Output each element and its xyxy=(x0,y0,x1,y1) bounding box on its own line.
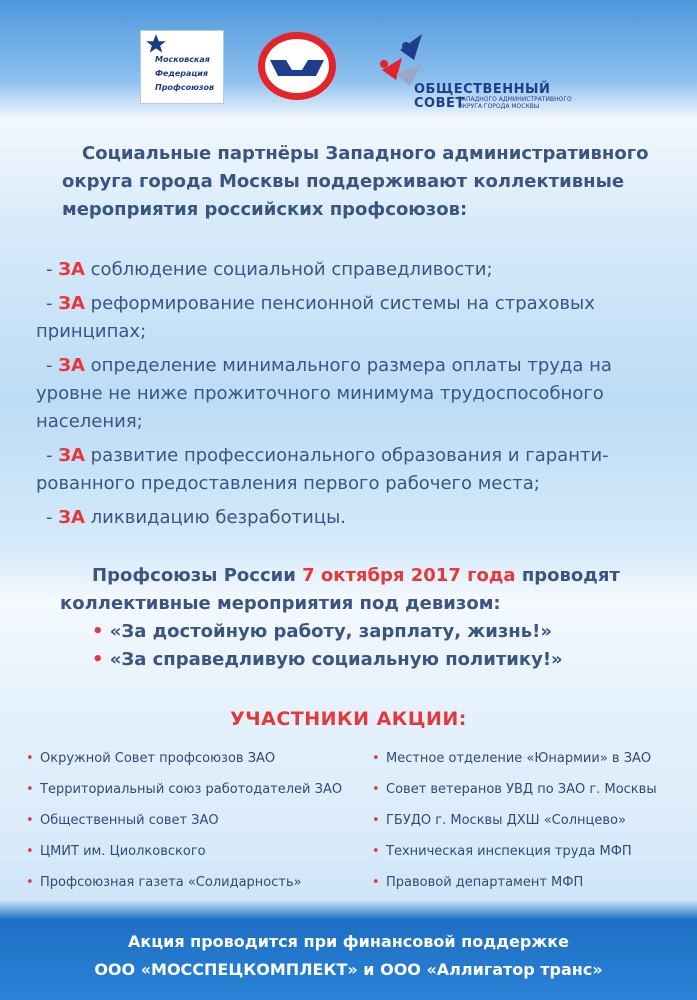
action-date: 7 октября 2017 года xyxy=(302,565,516,586)
footer-line-2: ООО «МОССПЕЦКОМПЛЕКТ» и ООО «Аллигатор транс» xyxy=(94,960,603,979)
participant-text: Техническая инспекция труда МФП xyxy=(386,844,632,859)
demand-dash: - xyxy=(46,445,59,466)
slogan-bullet: • xyxy=(92,621,104,642)
council-word-sovet: СОВЕТ xyxy=(414,96,465,111)
council-figures-icon xyxy=(374,30,434,90)
council-subtitle: ЗАПАДНОГО АДМИНИСТРАТИВНОГО ОКРУГА ГОРОДА МОСКВЫ xyxy=(458,96,572,110)
participant-item xyxy=(372,779,692,801)
participant-bullet: • xyxy=(372,751,380,766)
participant-item xyxy=(26,810,366,832)
demand-text: определение минимального размера оплаты труда на уровне не ниже прожиточного минимума трудоспособного населения; xyxy=(36,355,612,432)
participant-bullet: • xyxy=(26,751,34,766)
participant-text: Правовой департамент МФП xyxy=(386,875,584,890)
participants-list-left xyxy=(26,748,366,903)
mfp-logo-line-2: Федерация xyxy=(155,69,209,78)
demand-dash: - xyxy=(46,259,59,280)
public-council-logo xyxy=(374,30,594,114)
demand-dash: - xyxy=(46,507,59,528)
demand-text: реформирование пенсионной системы на страховых принципах; xyxy=(36,293,595,342)
participant-text: Совет ветеранов УВД по ЗАО г. Москвы xyxy=(386,782,657,797)
action-post: проводят xyxy=(515,565,620,586)
participant-bullet: • xyxy=(26,782,34,797)
participant-text: Территориальный союз работодателей ЗАО xyxy=(40,782,343,797)
participant-item xyxy=(372,841,692,863)
participant-text: Общественный совет ЗАО xyxy=(40,813,219,828)
demand-za: ЗА xyxy=(58,445,85,466)
action-line-1 xyxy=(60,562,680,590)
logo-bar xyxy=(0,0,697,124)
slogan-bullet: • xyxy=(92,649,104,670)
participants-title: УЧАСТНИКИ АКЦИИ: xyxy=(230,708,467,730)
demand-dash: - xyxy=(46,355,59,376)
participant-item xyxy=(372,872,692,894)
action-pre: Профсоюзы России xyxy=(92,565,303,586)
demand-item xyxy=(36,504,656,532)
participant-text: ГБУДО г. Москвы ДХШ «Солнцево» xyxy=(386,813,626,828)
footer-banner xyxy=(0,920,697,1000)
slogan-text: «За достойную работу, зарплату, жизнь!» xyxy=(109,621,552,642)
mfp-logo xyxy=(140,30,224,104)
participant-item xyxy=(26,841,366,863)
participant-text: Профсоюзная газета «Солидарность» xyxy=(40,875,302,890)
participants-list-right xyxy=(372,748,692,903)
demand-dash: - xyxy=(46,293,59,314)
participant-bullet: • xyxy=(26,813,34,828)
demand-item xyxy=(36,352,656,436)
participant-bullet: • xyxy=(372,875,380,890)
demand-text: соблюдение социальной справедливости; xyxy=(84,259,493,280)
participant-item xyxy=(372,748,692,770)
demand-za: ЗА xyxy=(58,293,85,314)
mfp-logo-line-1: Московская xyxy=(155,55,210,64)
participant-bullet: • xyxy=(372,813,380,828)
council-title: ОБЩЕСТВЕННЫЙ xyxy=(414,82,551,97)
demand-za: ЗА xyxy=(58,507,85,528)
participant-item xyxy=(26,748,366,770)
star-icon xyxy=(145,33,167,55)
demand-item xyxy=(36,442,656,498)
intro-block xyxy=(62,140,662,224)
demand-item xyxy=(36,256,656,284)
participant-bullet: • xyxy=(26,875,34,890)
union-emblem-logo xyxy=(256,30,338,102)
demand-za: ЗА xyxy=(58,259,85,280)
demand-text: развитие профессионального образования и гаранти-рованного предоставления первого рабочего места; xyxy=(36,445,609,494)
participant-bullet: • xyxy=(372,782,380,797)
action-line-2: коллективные мероприятия под девизом: xyxy=(60,593,501,614)
participant-bullet: • xyxy=(372,844,380,859)
footer-line-1: Акция проводится при финансовой поддержке xyxy=(128,932,569,951)
demand-text: ликвидацию безработицы. xyxy=(84,507,347,528)
participant-item xyxy=(372,810,692,832)
slogan-text: «За справедливую социальную политику!» xyxy=(109,649,563,670)
mfp-logo-line-3: Профсоюзов xyxy=(155,83,215,92)
participant-bullet: • xyxy=(26,844,34,859)
demand-za: ЗА xyxy=(58,355,85,376)
participant-text: Местное отделение «Юнармии» в ЗАО xyxy=(386,751,652,766)
action-block xyxy=(60,562,680,674)
participant-text: Окружной Совет профсоюзов ЗАО xyxy=(40,751,276,766)
demands-list xyxy=(36,256,656,538)
slogan-item xyxy=(60,646,680,674)
intro-text: Социальные партнёры Западного административного округа города Москвы поддерживают коллективные мероприятия российских профсоюзов: xyxy=(62,143,649,220)
demand-item xyxy=(36,290,656,346)
participant-item xyxy=(26,872,366,894)
slogan-item xyxy=(60,618,680,646)
participant-text: ЦМИТ им. Циолковского xyxy=(40,844,206,859)
participant-item xyxy=(26,779,366,801)
